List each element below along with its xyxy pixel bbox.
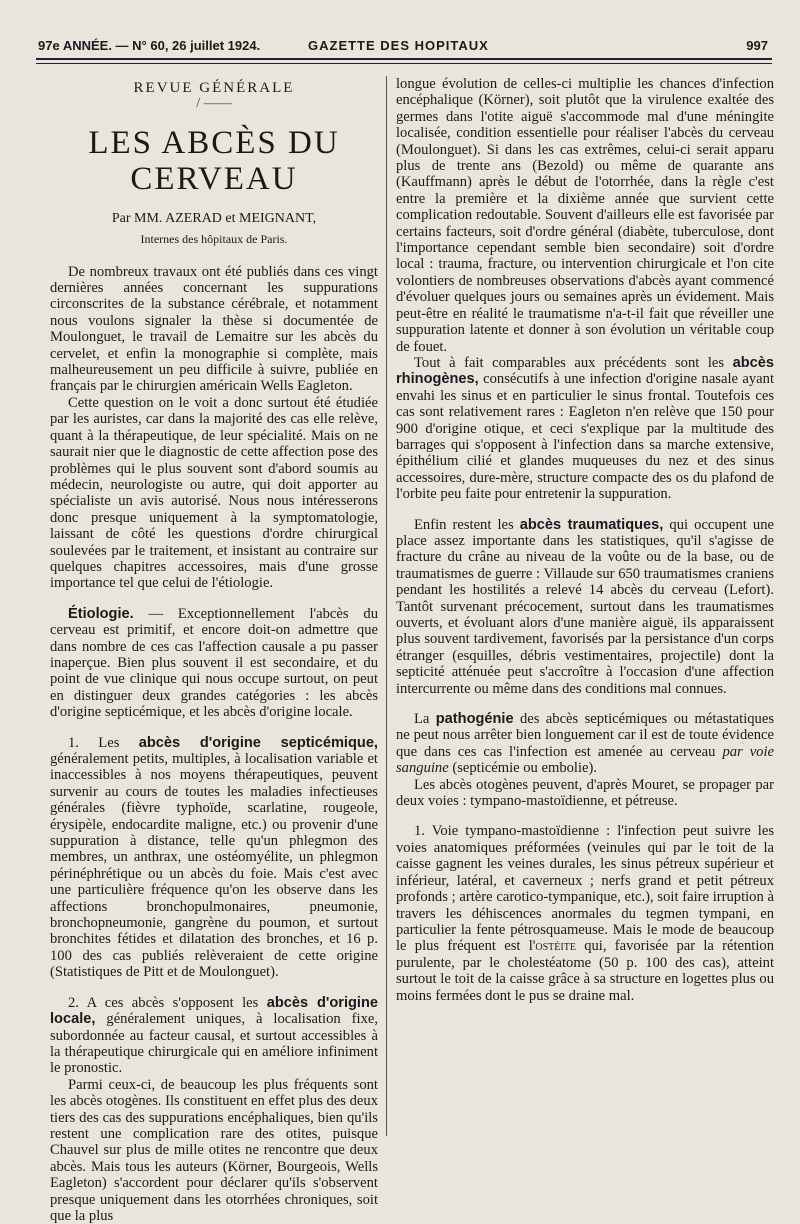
journal-name: GAZETTE DES HOPITAUX [308, 38, 489, 53]
section-heading: abcès d'origine septicémique, [138, 734, 378, 751]
article-title: LES ABCÈS DU CERVEAU [88, 124, 340, 197]
small-caps-text: ostéite [535, 938, 576, 955]
issue-info: 97e ANNÉE. — N° 60, 26 juillet 1924. [38, 38, 261, 53]
section-heading: abcès rhinogènes, [396, 354, 774, 388]
header-rule-thin [36, 63, 772, 64]
author-affiliation: Internes des hôpitaux de Paris. [140, 232, 288, 247]
page-number: 997 [746, 38, 768, 53]
paragraph-text: (septicémie ou embolie). [448, 760, 598, 777]
paragraph-text: consécutifs à une infection d'origine nasale ayant envahi les sinus et en particulier le sinus frontal. Toutefois ces cas sont relativement rares : Eagleton n'en relève que 150 pour 900 d'origine otique, et ceci s'explique par la multitude des barrages qui s'opposent à l'infection dans sa marche extensive, épithélium cilié et glandes muqueuses du nez et des sinus accessoires, dure-mère, structure compacte des os du plafond de l'orbite peu faite pour entretenir la suppuration. [396, 371, 774, 503]
paragraph-rhinogenes [396, 355, 774, 503]
paragraph-lead: 2. A ces abcès s'opposent les [68, 994, 267, 1011]
paragraph: Cette question on le voit a donc surtout été étudiée par les auristes, car dans la majorité des cas elle relève, quant à la thérapeutique, de leur spécialité. Mais on ne saurait nier que le diagnostic de cette affection pose des problèmes qui le plus souvent sont d'abord soumis au médecin, neurologiste ou autre, qui doit apporter au spécialiste un avis autorisé. Nous nous intéresserons donc presque uniquement à la symptomatologie, laissant de côté les questions d'ordre chirurgical soulevées par le traitement, et insistant au contraire sur quelques chapitres accessoires, mais d'une grosse importance tel que celui de l'étiologie. [50, 394, 378, 592]
right-column [396, 76, 774, 1004]
paragraph: longue évolution de celles-ci multiplie les chances d'infection encéphalique (Körner), soit plutôt que la virulence exaltée des germes dans l'otite aiguë s'accommode mal d'une méningite localisée, condition essentielle pour réaliser l'abcès du cerveau (Moulonguet). Si dans les cas extrêmes, celui-ci serait apparu plus de trente ans (Bezold) ou même de quarante ans (Kauffmann) après le début de l'otorrhée, dans la règle c'est entre la première et la dixième année que survient cette complication redoutable. Souvent d'ailleurs elle est favorisée par certains facteurs, soit d'ordre général (diabète, tuberculose, dont l'importance cependant semble bien secondaire) soit d'ordre local : trauma, fracture, ou intervention chirurgicale et l'on cite volontiers de nombreuses observations d'abcès ayant commencé d'évoluer quelques jours ou semaines après un évidement. Mais peut-être en réalité le traumatisme n'a-t-il fait que réveiller une suppuration latente et donner à son évolution un véritable coup de fouet. [396, 76, 774, 355]
italic-text: par voie sanguine [396, 743, 775, 777]
paragraph-locale [50, 995, 378, 1077]
paragraph-text: — Exceptionnellement l'abcès du cerveau est primitif, et encore doit-on admettre que dans nombre de ces cas l'affection causale a pu passer inaperçue. Bien plus souvent il est secondaire, et du point de vue clinique qui nous occupe surtout, on peut en distinguer deux grandes catégories : les abcès d'origine septicémique, et les abcès d'origine locale. [50, 605, 378, 721]
section-heading: Étiologie. [68, 605, 134, 622]
paragraph-etiologie [50, 606, 378, 721]
paragraph-lead: Tout à fait comparables aux précédents sont les [414, 354, 733, 371]
section-heading: abcès traumatiques, [519, 516, 664, 533]
section-heading: pathogénie [435, 711, 514, 728]
header-rule-thick [36, 58, 772, 60]
paragraph-text: qui occupent une place assez importante dans les statistiques, qu'il s'agisse de fracture du crâne au niveau de la voûte ou de la base, ou de traumatismes de guerre : Villaude sur 650 traumatismes craniens pendant les hostilités a relevé 14 abcès du cerveau (Lefort). Tantôt survenant précocement, surtout dans les traumatismes ouverts, et évoluant alors d'une manière aiguë, ils apparaissent plus souvent tardivement, favorisés par la persistance d'un corps étranger (esquilles, débris vestimentaires, projectile) dont la septicité atténuée peut s'accroître à l'occasion d'une affection intercurrente ou même dans des conditions mal connues. [396, 516, 774, 697]
paragraph-septicemique [50, 735, 378, 981]
paragraph-text: des abcès septicémiques ou métastatiques ne peut nous arrêter bien longuement car il est de toute évidence que dans ces cas l'infection est amenée au cerveau [396, 711, 774, 760]
article-authors: Par MM. AZERAD et MEIGNANT, [111, 210, 317, 226]
paragraph-lead: La [414, 711, 436, 728]
paragraph-lead: Enfin restent les [414, 516, 520, 533]
paragraph: Parmi ceux-ci, de beaucoup les plus fréquents sont les abcès otogènes. Ils constituent en effet plus des deux tiers des cas des suppurations encéphaliques, bien qu'ils restent une complication rare des otites, puisque Chauvel sur plus de mille otites ne rencontre que deux abcès. Mais tous les auteurs (Körner, Bourgeois, Wells Eagleton) s'accordent pour déclarer qu'ils s'observent presque uniquement dans les otorrhées chroniques, soit que la plus [50, 1076, 379, 1224]
paragraph-text: généralement uniques, à localisation fixe, subordonnée au facteur causal, et surtout accessibles à la thérapeutique chirurgicale qui en améliore infiniment le pronostic. [50, 1011, 378, 1077]
section-heading: abcès d'origine locale, [50, 994, 379, 1028]
paragraph-text: 1. Voie tympano-mastoïdienne : l'infection peut suivre les voies anatomiques préformées (veinules qui par le toit de la caisse gagnent les veines durales, les sinus pétreux supérieur et inférieur, latéral, et caverneux ; nerfs grand et petit pétreux profonds ; artère carotico-tympanique, etc.), soit faire irruption à travers les déhiscences anormales du tegmen tympani, en particulier la fente pétrosquameuse. Mais le mode de beaucoup le plus fréquent est l' [396, 823, 774, 955]
paragraph-traumatiques [396, 517, 774, 697]
paragraph: Les abcès otogènes peuvent, d'après Mouret, se propager par deux voies : tympano-mastoïdienne, et pétreuse. [396, 776, 774, 810]
paragraph: De nombreux travaux ont été publiés dans ces vingt dernières années concernant les suppurations circonscrites de la substance cérébrale, et notamment nous voulons signaler la thèse si documentée de Moulonguet, le travail de Lemaitre sur les abcès du cervelet, et enfin la monographie si complète, mais malheureusement un peu difficile à suivre, publiée en français par le chirurgien américain Wells Eagleton. [50, 263, 378, 395]
paragraph-text: qui, favorisée par la rétention purulente, par le cholestéatome (50 p. 100 des cas), atteint surtout le toit de la caisse grâce à sa structure en logettes plus ou moins fermées dont le pus se draine mal. [396, 938, 775, 1004]
paragraph-pathogenie [396, 711, 774, 777]
running-header [38, 38, 768, 58]
paragraph-voie-tympano [396, 823, 774, 1003]
paragraph-text: généralement petits, multiples, à localisation variable et inaccessibles à nos moyens thérapeutiques, peuvent survenir au cours de toutes les maladies infectieuses générales (fièvre typhoïde, scarlatine, rougeole, érysipèle, endocardite maligne, etc.) ou provenir d'une suppuration à distance, telle qu'un phlegmon des membres, un anthrax, une ostéomyélite, un phlegmon périnéphrétique ou un abcès du foie. Mais c'est avec une particulière fréquence qu'on les observe dans les affections bronchopulmonaires, pneumonie, bronchopneumonie, gangrène du poumon, et surtout bronchites fétides et dilatation des bronches, et 16 p. 100 des cas publiés relèveraient de cette origine (Statistiques de Pitt et de Moulonguet). [50, 751, 378, 981]
rubric-dash: / —— [196, 96, 232, 112]
column-divider [386, 76, 387, 1136]
section-rubric: REVUE GÉNÉRALE [133, 80, 295, 96]
paragraph-lead: 1. Les [68, 734, 139, 751]
left-column [50, 76, 378, 1224]
